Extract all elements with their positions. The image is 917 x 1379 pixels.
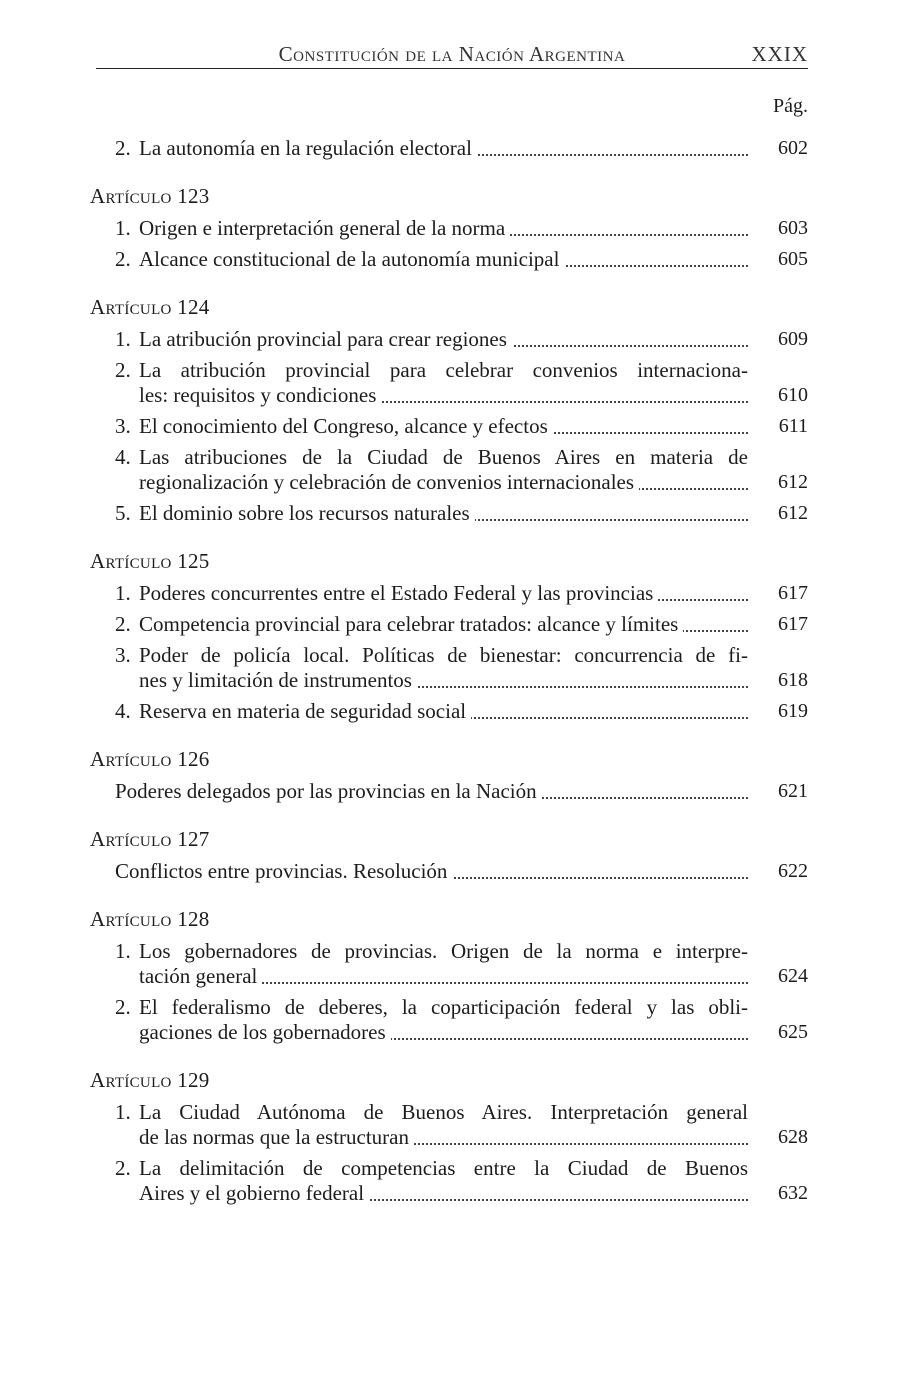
article-heading — [90, 184, 808, 209]
entry-number: 2. — [115, 612, 131, 636]
page-number: 624 — [778, 965, 808, 987]
page-number: 603 — [778, 217, 808, 239]
toc-entry[interactable] — [90, 699, 808, 724]
toc-entry[interactable] — [90, 358, 808, 408]
entry-title: Poderes delegados por las provincias en la Nación — [115, 779, 542, 803]
article-label: Artículo 129 — [90, 1068, 210, 1092]
toc-entry[interactable] — [90, 445, 808, 495]
entry-title-line: El federalismo de deberes, la coparticipación federal y las obli- — [139, 995, 748, 1019]
entry-title: gaciones de los gobernadores — [139, 1020, 391, 1044]
entry-number: 2. — [115, 358, 131, 382]
entry-title-line: La atribución provincial para celebrar convenios internaciona- — [139, 358, 748, 382]
toc-entry[interactable] — [90, 995, 808, 1045]
toc-entry[interactable] — [90, 1156, 808, 1206]
entry-number: 1. — [115, 1100, 131, 1124]
entry-number: 2. — [115, 136, 131, 160]
page-number: 628 — [778, 1126, 808, 1148]
entry-title: Origen e interpretación general de la norma — [139, 216, 510, 240]
entry-number: 4. — [115, 699, 131, 723]
entry-title: les: requisitos y condiciones — [139, 383, 381, 407]
entry-title: Conflictos entre provincias. Resolución — [115, 859, 452, 883]
page-number: 612 — [778, 471, 808, 493]
entry-number: 2. — [115, 1156, 131, 1180]
entry-title: tación general — [139, 964, 262, 988]
entry-title: El conocimiento del Congreso, alcance y efectos — [139, 414, 553, 438]
toc-entry[interactable] — [90, 216, 808, 241]
page-number: 617 — [778, 582, 808, 604]
toc-entry[interactable] — [90, 581, 808, 606]
page-number: 609 — [778, 328, 808, 350]
entry-title: El dominio sobre los recursos naturales — [139, 501, 475, 525]
toc-entry[interactable] — [90, 939, 808, 989]
article-heading — [90, 549, 808, 574]
entry-title: Aires y el gobierno federal — [139, 1181, 369, 1205]
toc-entry[interactable] — [90, 779, 808, 804]
page-number: 602 — [778, 137, 808, 159]
article-label: Artículo 124 — [90, 295, 210, 319]
article-label: Artículo 125 — [90, 549, 210, 573]
entry-number: 1. — [115, 939, 131, 963]
page-number: 610 — [778, 384, 808, 406]
toc-entry[interactable] — [90, 247, 808, 272]
entry-number: 1. — [115, 581, 131, 605]
entry-number: 1. — [115, 216, 131, 240]
page-folio: XXIX — [751, 42, 808, 66]
running-head — [96, 40, 808, 69]
article-heading — [90, 827, 808, 852]
toc-entry[interactable] — [90, 1100, 808, 1150]
page-number: 611 — [778, 415, 808, 437]
toc-entry[interactable] — [90, 612, 808, 637]
article-label: Artículo 128 — [90, 907, 210, 931]
page-number: 617 — [778, 613, 808, 635]
page-number: 619 — [778, 700, 808, 722]
entry-number: 3. — [115, 414, 131, 438]
page-number: 612 — [778, 502, 808, 524]
toc-entry[interactable] — [90, 136, 808, 161]
page-number: 605 — [778, 248, 808, 270]
page-number: 618 — [778, 669, 808, 691]
toc-entry[interactable] — [90, 327, 808, 352]
entry-title-line: La delimitación de competencias entre la Ciudad de Buenos — [139, 1156, 748, 1180]
page-number: 632 — [778, 1182, 808, 1204]
toc-entry[interactable] — [90, 414, 808, 439]
article-label: Artículo 123 — [90, 184, 210, 208]
entry-title-line: Los gobernadores de provincias. Origen de la norma e interpre- — [139, 939, 748, 963]
entry-title: Reserva en materia de seguridad social — [139, 699, 471, 723]
entry-title: La autonomía en la regulación electoral — [139, 136, 477, 160]
article-heading — [90, 907, 808, 932]
toc-entry[interactable] — [90, 501, 808, 526]
entry-number: 2. — [115, 247, 131, 271]
entry-title: Alcance constitucional de la autonomía municipal — [139, 247, 564, 271]
entry-title-line: Las atribuciones de la Ciudad de Buenos Aires en materia de — [139, 445, 748, 469]
entry-number: 4. — [115, 445, 131, 469]
entry-number: 3. — [115, 643, 131, 667]
entry-title: regionalización y celebración de convenios internacionales — [139, 470, 639, 494]
article-heading — [90, 295, 808, 320]
article-heading — [90, 1068, 808, 1093]
table-of-contents — [90, 136, 808, 1212]
entry-number: 2. — [115, 995, 131, 1019]
page-number: 622 — [778, 860, 808, 882]
entry-title: nes y limitación de instrumentos — [139, 668, 417, 692]
entry-title-line: Poder de policía local. Políticas de bienestar: concurrencia de fi- — [139, 643, 748, 667]
article-label: Artículo 127 — [90, 827, 210, 851]
page-number: 621 — [778, 780, 808, 802]
page-number: 625 — [778, 1021, 808, 1043]
page-column-label: Pág. — [773, 95, 808, 117]
toc-entry[interactable] — [90, 643, 808, 693]
toc-entry[interactable] — [90, 859, 808, 884]
entry-title: Poderes concurrentes entre el Estado Federal y las provincias — [139, 581, 658, 605]
running-head-title: Constitución de la Nación Argentina — [278, 42, 626, 66]
entry-title-line: La Ciudad Autónoma de Buenos Aires. Interpretación general — [139, 1100, 748, 1124]
entry-number: 1. — [115, 327, 131, 351]
entry-number: 5. — [115, 501, 131, 525]
entry-title: de las normas que la estructuran — [139, 1125, 414, 1149]
entry-title: La atribución provincial para crear regiones — [139, 327, 512, 351]
article-heading — [90, 747, 808, 772]
entry-title: Competencia provincial para celebrar tratados: alcance y límites — [139, 612, 683, 636]
article-label: Artículo 126 — [90, 747, 210, 771]
